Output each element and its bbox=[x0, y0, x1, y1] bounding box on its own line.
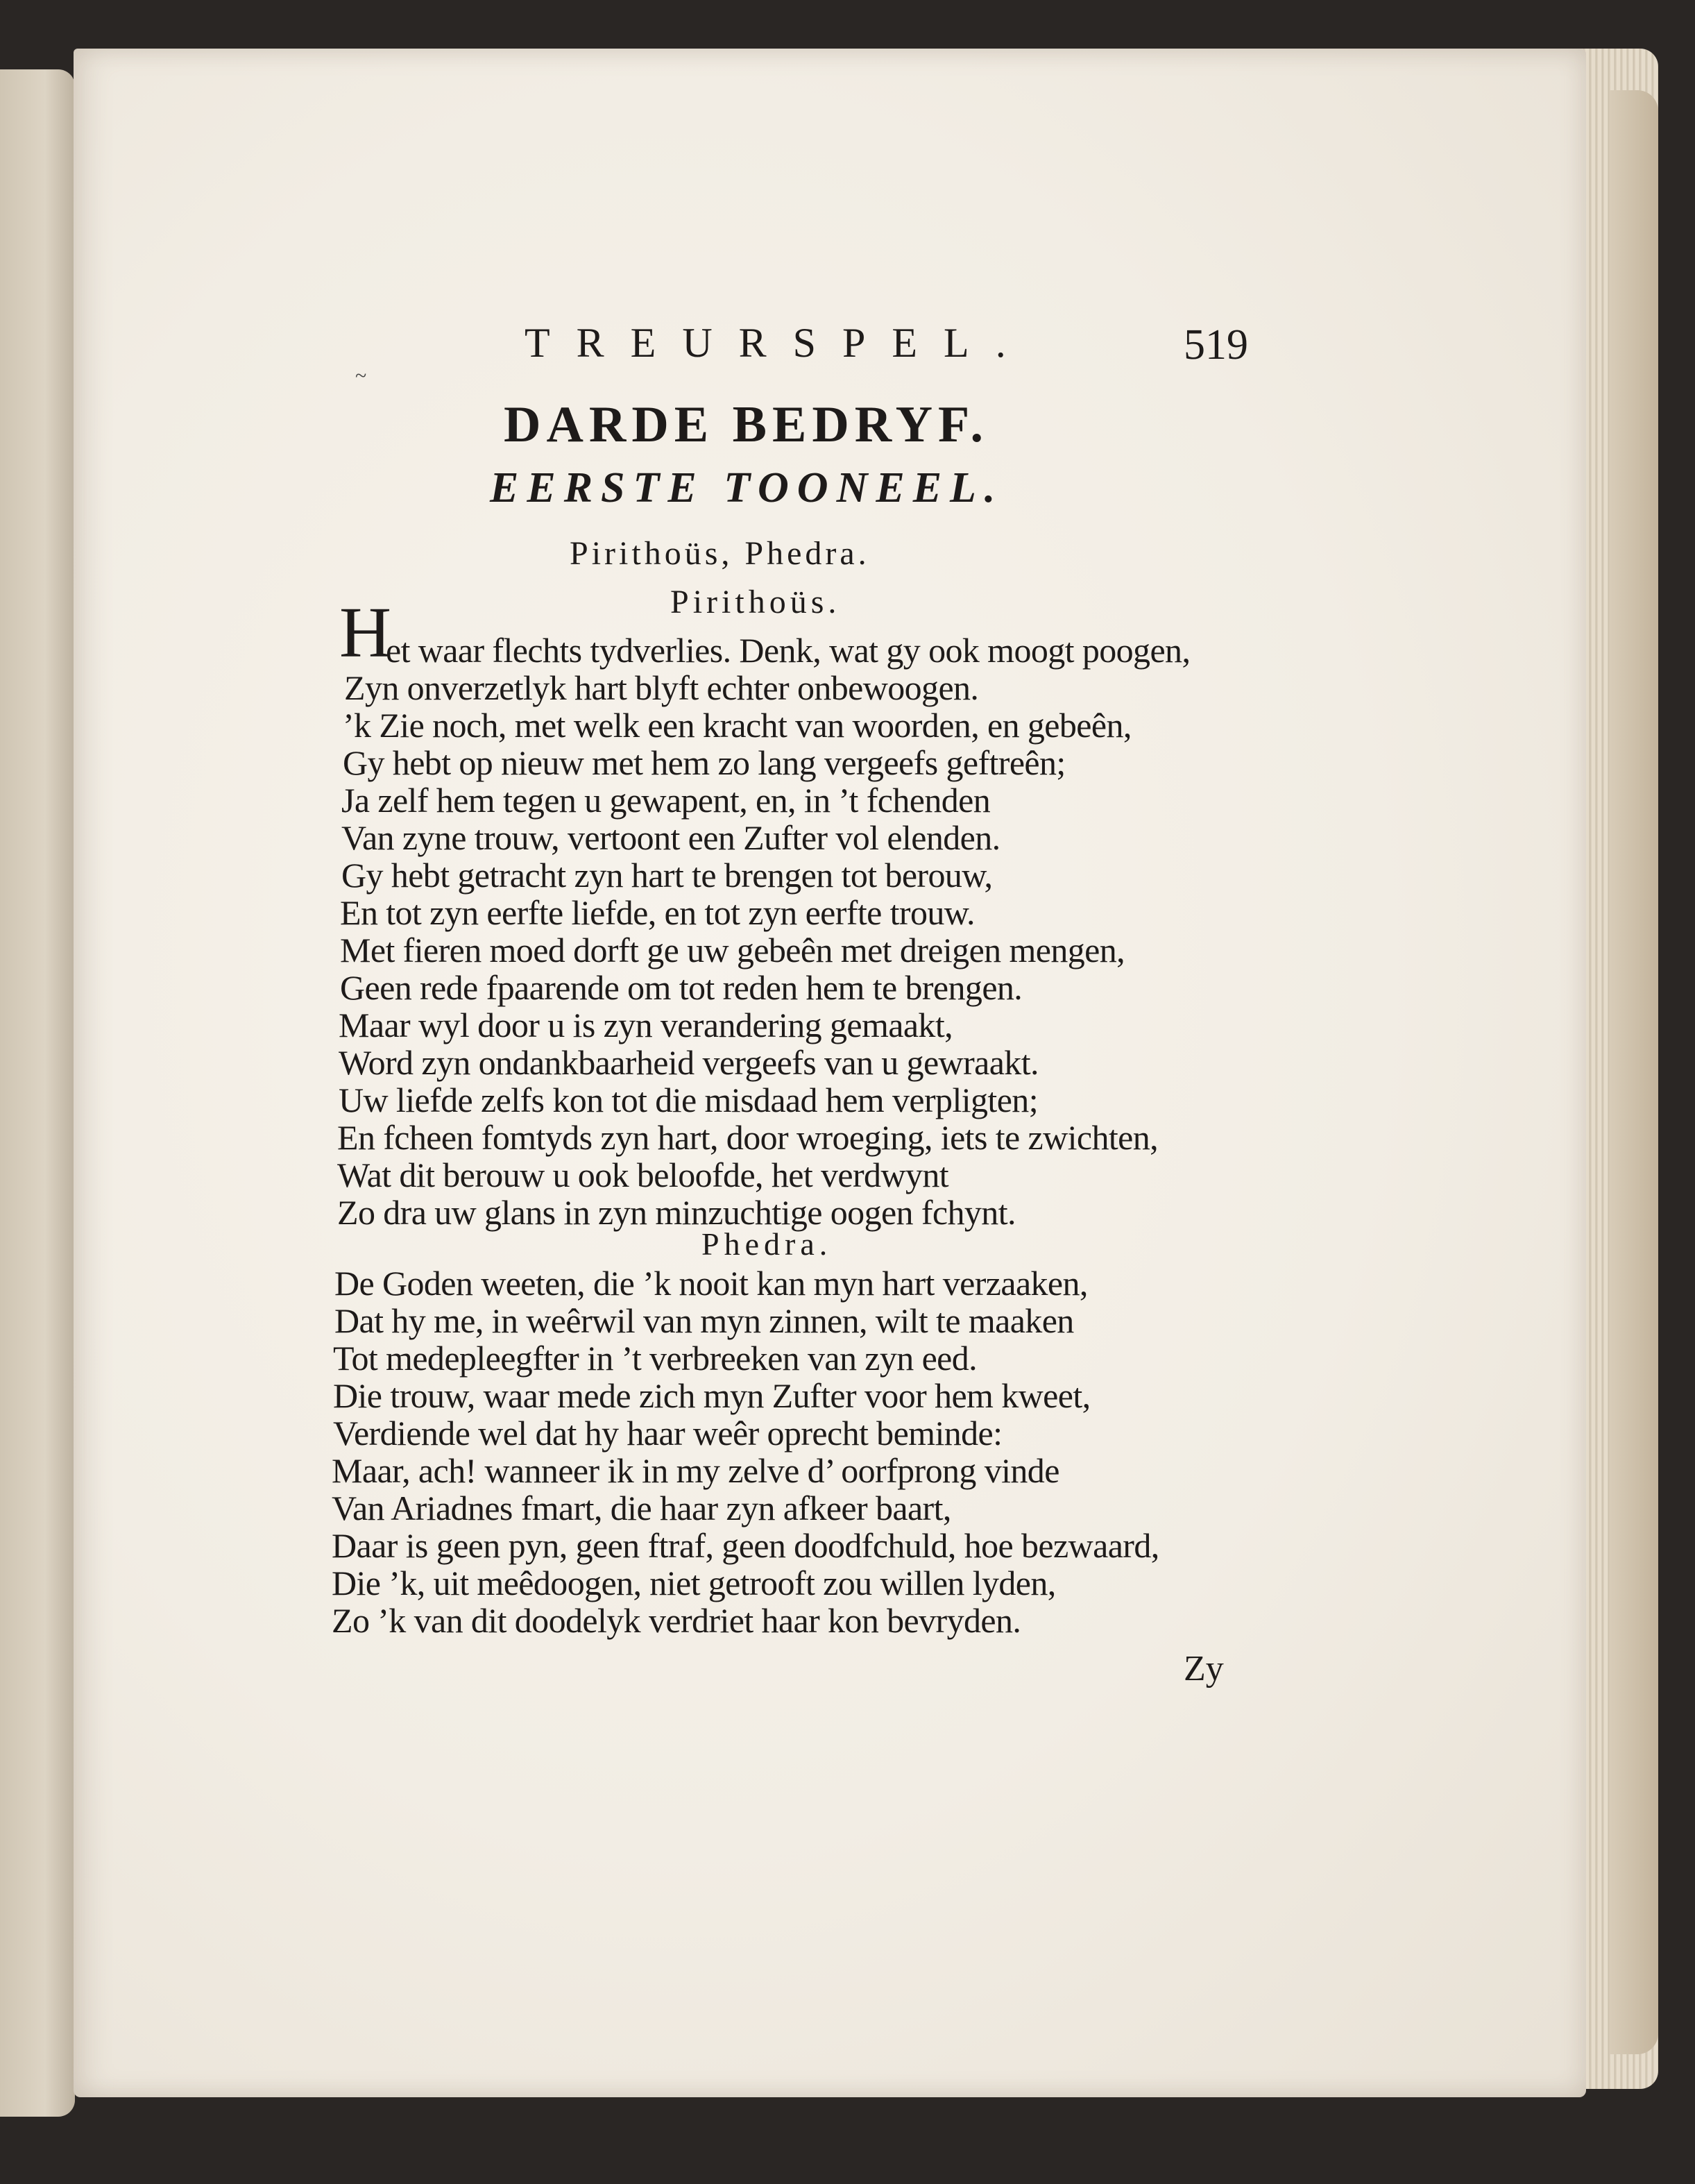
verse-line: Zyn onverzetlyk hart blyft echter onbewoogen. bbox=[344, 668, 979, 707]
character-list: Pirithoüs, Phedra. bbox=[570, 535, 870, 572]
verse-line: De Goden weeten, die ’k nooit kan myn hart verzaaken, bbox=[334, 1264, 1088, 1303]
verse-line: En fcheen fomtyds zyn hart, door wroeging, iets te zwichten, bbox=[337, 1118, 1159, 1157]
verse-line: Met fieren moed dorft ge uw gebeên met dreigen mengen, bbox=[340, 931, 1125, 970]
verse-line: Ja zelf hem tegen u gewapent, en, in ’t fchenden bbox=[341, 781, 991, 820]
running-head: TREURSPEL. bbox=[525, 320, 1032, 366]
verse-line: Die trouw, waar mede zich myn Zufter voor hem kweet, bbox=[333, 1376, 1091, 1415]
act-title: DARDE BEDRYF. bbox=[504, 396, 989, 453]
verse-line: Uw liefde zelfs kon tot die misdaad hem verpligten; bbox=[339, 1081, 1038, 1119]
verse-line: ’k Zie noch, met welk een kracht van woorden, en gebeên, bbox=[343, 706, 1132, 745]
verse-line: Gy hebt getracht zyn hart te brengen tot berouw, bbox=[341, 856, 993, 895]
ink-mark: ~ bbox=[355, 364, 367, 387]
verse-line: Van zyne trouw, vertoont een Zufter vol elenden. bbox=[341, 818, 1000, 857]
verse-line: Gy hebt op nieuw met hem zo lang vergeefs geftreên; bbox=[343, 743, 1066, 782]
verse-line: Verdiende wel dat hy haar weêr oprecht beminde: bbox=[333, 1414, 1003, 1453]
verse-line: Zo ’k van dit doodelyk verdriet haar kon bevryden. bbox=[332, 1601, 1021, 1640]
verse-line: Word zyn ondankbaarheid vergeefs van u gewraakt. bbox=[339, 1043, 1039, 1082]
verse-line: Geen rede fpaarende om tot reden hem te brengen. bbox=[340, 968, 1023, 1007]
speaker-label: Pirithoüs. bbox=[670, 584, 841, 620]
verse-line: Van Ariadnes fmart, die haar zyn afkeer baart, bbox=[332, 1489, 951, 1527]
verse-line: Zo dra uw glans in zyn minzuchtige oogen fchynt. bbox=[337, 1193, 1016, 1232]
verse-line: Dat hy me, in weêrwil van myn zinnen, wilt te maaken bbox=[334, 1301, 1074, 1340]
verse-line: Maar, ach! wanneer ik in my zelve d’ oorfprong vinde bbox=[332, 1451, 1059, 1490]
verse-line: En tot zyn eerfte liefde, en tot zyn eerfte trouw. bbox=[340, 893, 975, 932]
verse-line: Die ’k, uit meêdoogen, niet getrooft zou willen lyden, bbox=[332, 1564, 1056, 1602]
verse-line: et waar flechts tydverlies. Denk, wat gy ook moogt poogen, bbox=[386, 631, 1191, 670]
verse-line: Tot medepleegfter in ’t verbreeken van zyn eed. bbox=[333, 1339, 978, 1378]
verse-line: Maar wyl door u is zyn verandering gemaakt, bbox=[339, 1006, 953, 1044]
facing-page-edge bbox=[0, 69, 75, 2117]
book-page bbox=[74, 49, 1586, 2097]
verse-line: Wat dit berouw u ook beloofde, het verdwynt bbox=[337, 1156, 949, 1194]
page-number: 519 bbox=[1184, 321, 1248, 369]
catchword: Zy bbox=[1184, 1649, 1224, 1688]
speaker-label: Phedra. bbox=[701, 1226, 833, 1262]
scene-title: EERSTE TOONEEL. bbox=[490, 464, 1004, 511]
drop-cap: H bbox=[339, 593, 392, 672]
verse-line: Daar is geen pyn, geen ftraf, geen doodfchuld, hoe bezwaard, bbox=[332, 1526, 1159, 1565]
page-stack-edge bbox=[1610, 90, 1658, 2054]
